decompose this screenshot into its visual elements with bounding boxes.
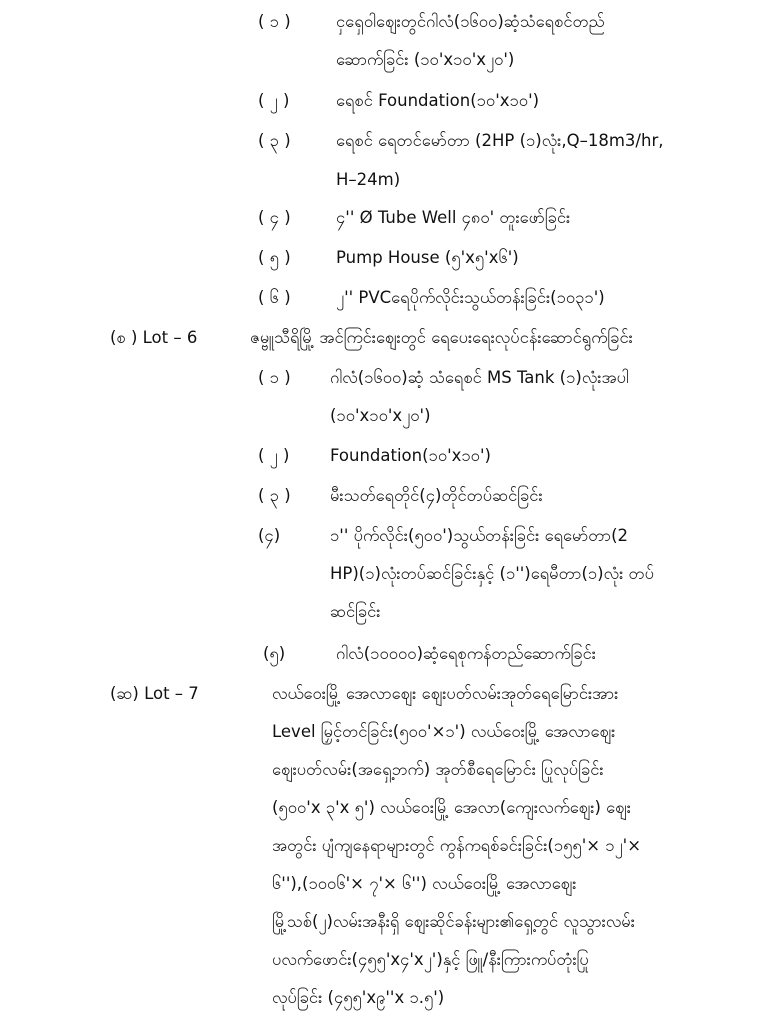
item-text-line: ရေ​စင် Foundation(၁၀'x၁၀') <box>336 91 540 110</box>
item-text-line: HP)(၁)လုံး​တပ်​ဆင်​ခြင်း​နှင့် (၁'')​ရေ​မီ​တာ(၁)လုံး တပ် <box>330 564 654 583</box>
item-number: ( ၅ ) <box>258 248 291 267</box>
item-text-line: ရေ​စင် ​ရေ​တင်​မော်​တာ (2HP (၁)လုံး,Q–18m3/hr, <box>336 131 664 150</box>
lot7-text-line: အ​တွင်း ပျံ​ကျ​နေ​ရာ​များ​တွင် ကွန်​ကရစ်​ခင်း​ခြင်း(၁၅၅'× ၁၂'× <box>272 836 642 855</box>
item-text-line: ဆင်​ခြင်း <box>330 602 381 621</box>
item-number: ( ၆ ) <box>258 288 291 307</box>
lot7-text-line: ဈေး​ပတ်​လမ်း(အ​ရှေ့​ဘက်) အုတ်​စီ​ရေ​မြောင်း ပြု​လုပ်​ခြင်း <box>272 760 604 779</box>
item-number: ( ၃ ) <box>258 486 291 505</box>
lot7-text-line: ၆''),(၁၀၀၆'× ၇'× ၆'') လယ်​ဝေး​မြို့ အေ​လာ​ဈေး <box>272 874 577 893</box>
item-number: ( ၂ ) <box>258 446 290 465</box>
item-number: (၅) <box>263 644 286 663</box>
item-number: (၄) <box>258 526 281 545</box>
lot7-text-line: Level မြှင့်​တင်​ခြင်း(၅၀၀'×၁') လယ်​ဝေး​မြို့ အေ​လာ​ဈေး <box>272 722 616 741</box>
lot6-label: (စ ) Lot – 6 <box>110 328 198 347</box>
item-text-line: ဂါလံ(၁၆၀၀)ဆံ့ သံ​ရေ​စင် MS Tank (၁)လုံး​အပါ <box>330 368 629 387</box>
lot7-text-line: လယ်​ဝေး​မြို့ အေ​လာ​ဈေး ဈေး​ပတ်​လမ်း​အုတ်​ရေ​မြောင်း​အား <box>272 684 619 703</box>
item-text-line: H–24m) <box>336 170 401 189</box>
item-text-line: (၁၀'x၁၀'x၂၀') <box>330 406 431 425</box>
item-text-line: ၂'' PVC​ရေ​ပိုက်​လိုင်း​သွယ်​တန်း​ခြင်း(၁၀၃၁') <box>336 288 605 307</box>
item-text-line: ဂါလံ(၁၀၀၀၀)ဆံ့​ရေ​စု​ကန်​တည်​ဆောက်​ခြင်း <box>336 644 596 663</box>
lot6-title: ဇမ္ဗူ​သီရိ​မြို့ အင်​ကြင်း​ဈေး​တွင် ​ရေ​ပေး​ရေး​လုပ်​ငန်း​ဆောင်​ရွက်​ခြင်း <box>250 328 633 347</box>
item-number: ( ၃ ) <box>258 131 291 150</box>
item-text-line: မီး​သတ်​ရေ​တိုင်(၄)တိုင်​တပ်​ဆင်​ခြင်း <box>330 486 543 505</box>
item-number: ( ၁ ) <box>258 368 291 387</box>
item-text-line: ၄'' Ø Tube Well ၄၈၀' တူး​ဖော်​ခြင်း <box>336 208 571 227</box>
lot7-text-line: လုပ်​ခြင်း (၄၅၅'x၉''x ၁.၅') <box>272 988 445 1007</box>
item-number: ( ၄ ) <box>258 208 291 227</box>
item-text-line: ငှ​ရှေ​ဝါ​ဈေး​တွင်​ဂါလံ(၁၆၀၀)ဆံ့​သံ​ရေ​စင်​တည် <box>336 12 605 31</box>
lot7-text-line: (၅၀၀'x ၃'x ၅') လယ်​ဝေး​မြို့ အေ​လာ(ကျေး​လက်​ဈေး) ဈေး <box>272 798 631 817</box>
item-number: ( ၂ ) <box>258 91 290 110</box>
lot7-text-line: ပ​လက်​ဖောင်း(၄၅၅'x၄'x၂')နှင့် ဖြူ/နီး​ကြား​ကပ်​တုံး​ပြု <box>272 950 589 969</box>
item-text-line: ဆောက်​ခြင်း (၁၀'x၁၀'x၂၀') <box>336 50 515 69</box>
item-text-line: Foundation(၁၀'x၁၀') <box>330 446 491 465</box>
item-text-line: Pump House (၅'x၅'x၆') <box>336 248 519 267</box>
lot7-text-line: မြို့​သစ်(၂)လမ်း​အ​နီး​ရှိ ဈေး​ဆိုင်​ခန်း​များ​၏​ရှေ့​တွင် လူ​သွား​လမ်း <box>272 912 635 931</box>
item-text-line: ၁'' ပိုက်​လိုင်း(၅၀၀')သွယ်​တန်း​ခြင်း ​ရေ​မော်​တာ(2 <box>330 526 629 545</box>
item-number: ( ၁ ) <box>258 12 291 31</box>
lot7-label: (ဆ) Lot – 7 <box>110 684 199 703</box>
